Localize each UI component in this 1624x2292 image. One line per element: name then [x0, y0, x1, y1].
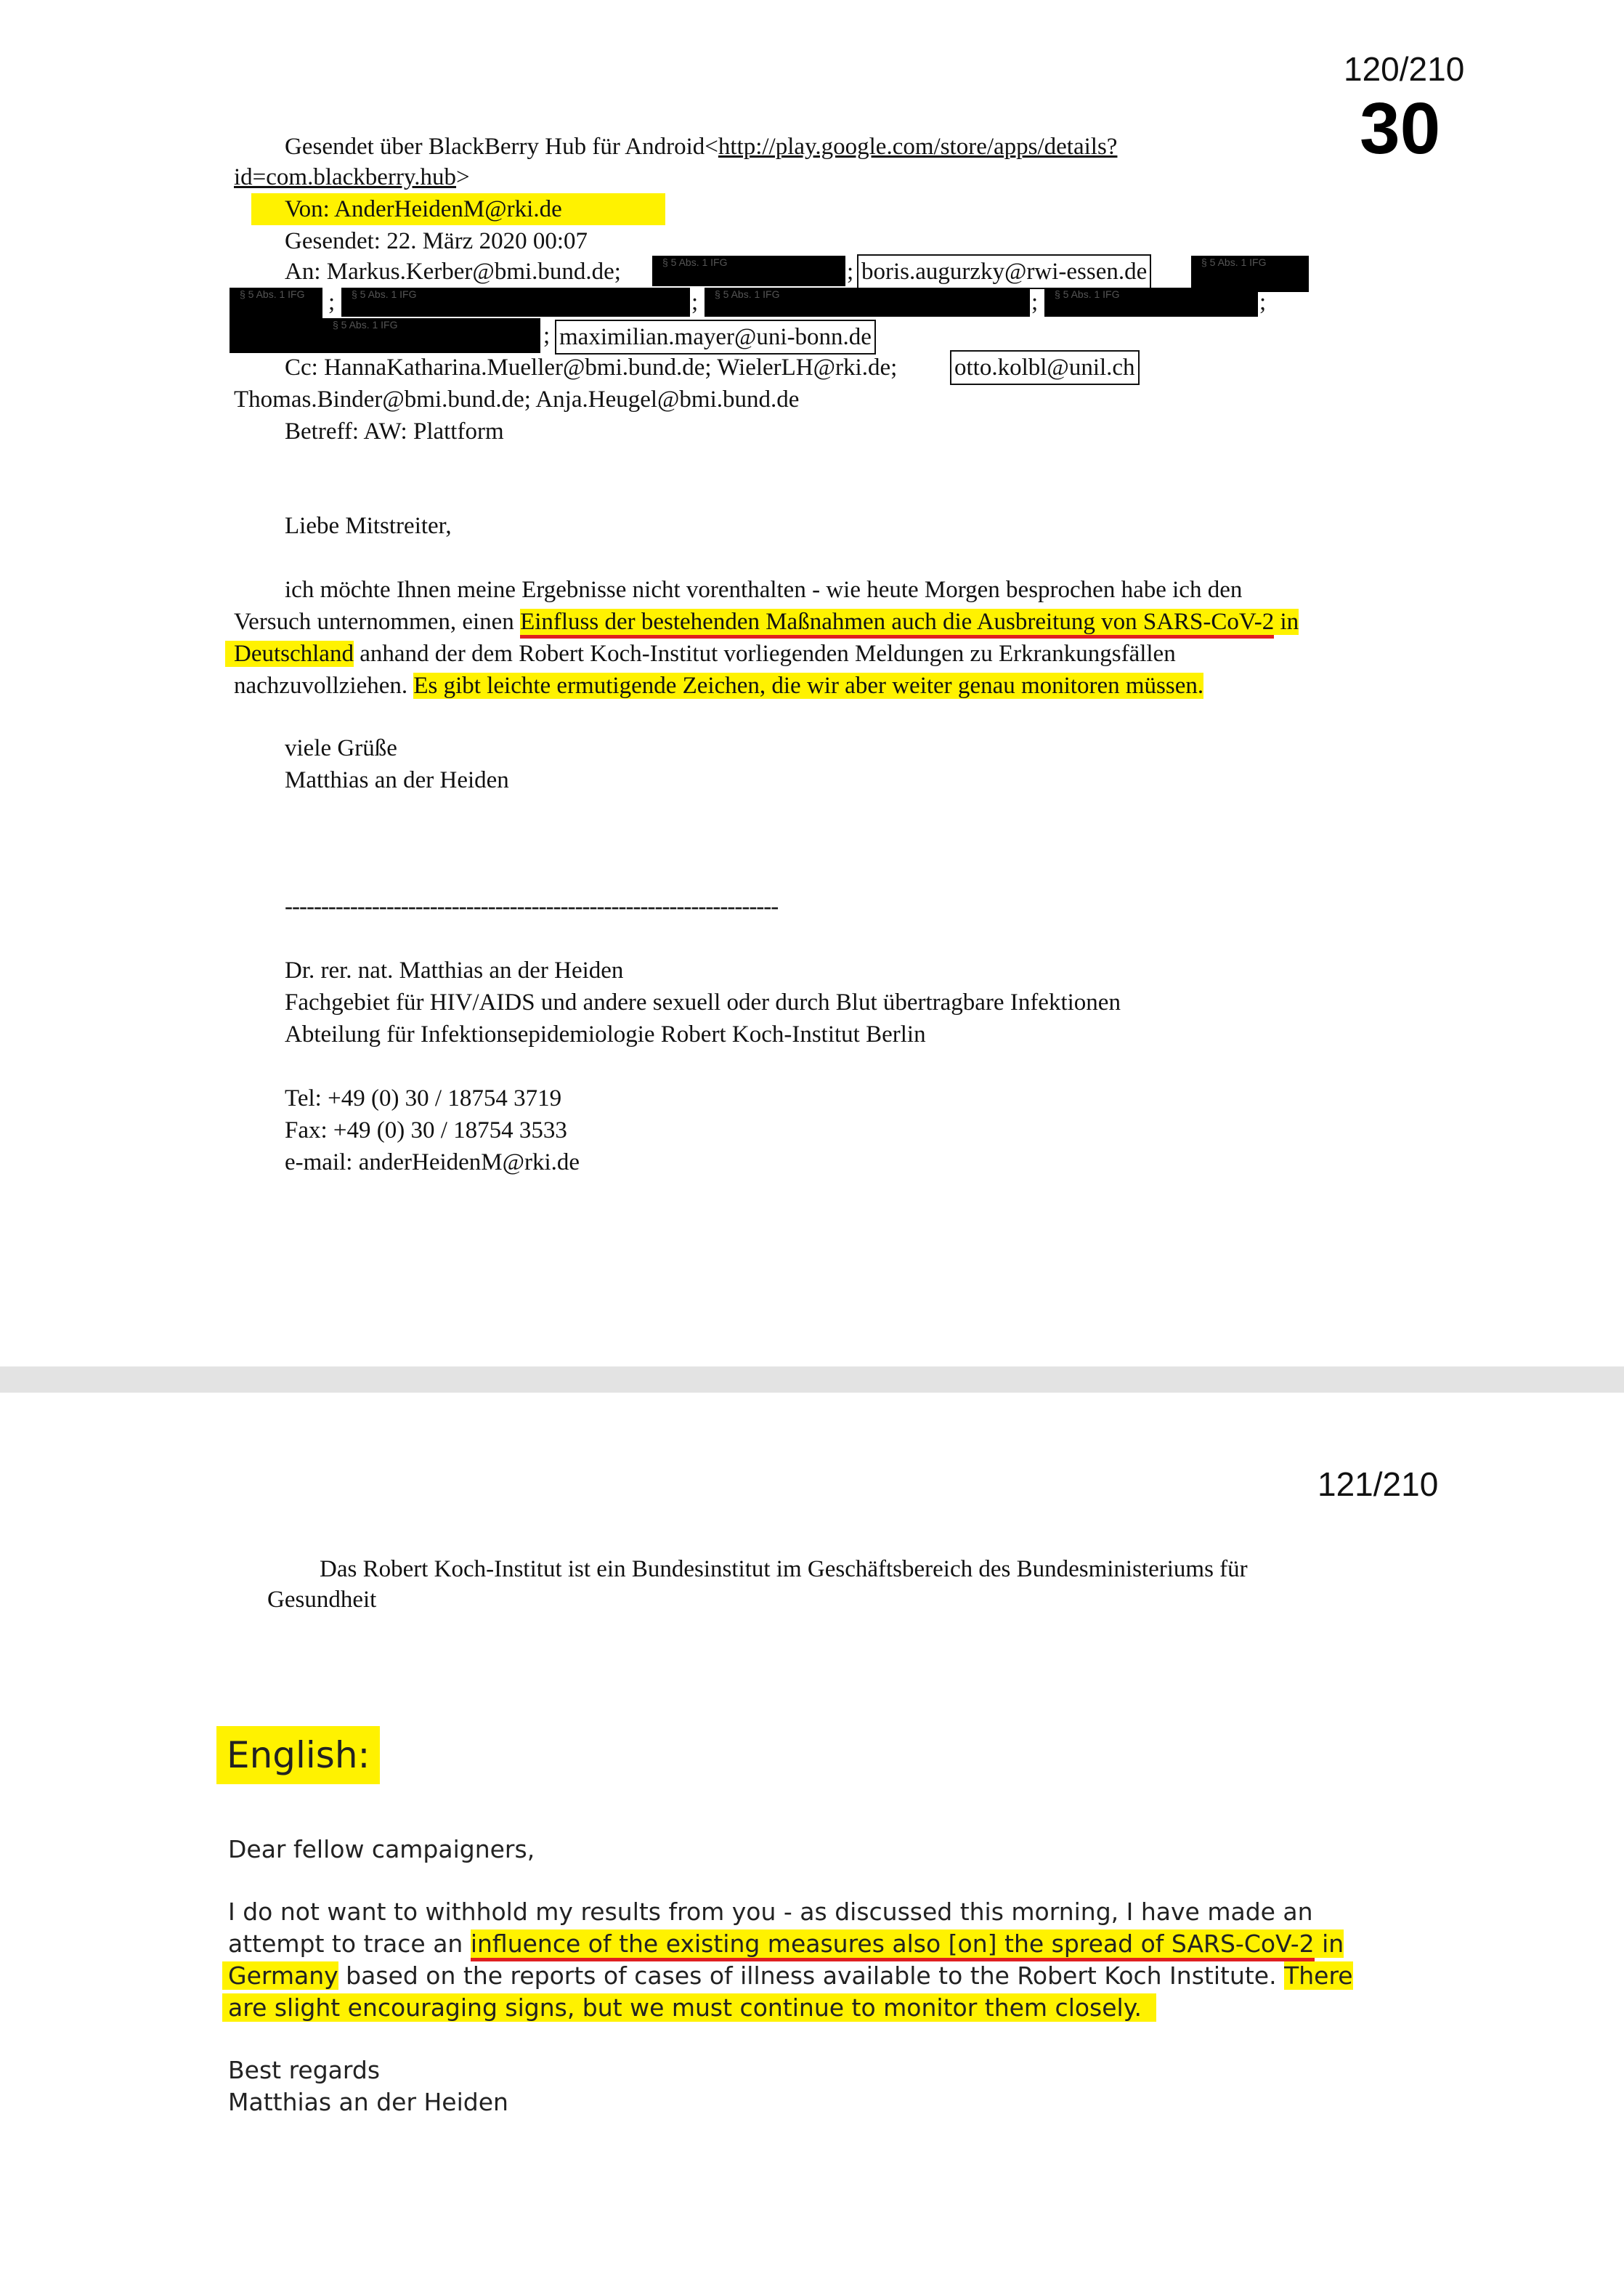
translation-line-4	[222, 1992, 1156, 2024]
redaction-box: § 5 Abs. 1 IFG	[322, 318, 540, 353]
highlight-influence: Einfluss der bestehenden Maßnahmen auch die Ausbreitung von SARS-CoV-2	[520, 609, 1274, 639]
cc-line: Cc: HannaKatharina.Mueller@bmi.bund.de; WielerLH@rki.de;	[285, 355, 898, 381]
page-number-120: 120/210	[1344, 50, 1465, 88]
page-number-121: 121/210	[1318, 1465, 1439, 1503]
redaction-box: § 5 Abs. 1 IFG	[705, 288, 1030, 317]
cc-line-2: Thomas.Binder@bmi.bund.de; Anja.Heugel@bmi.bund.de	[234, 386, 800, 413]
highlight-influence-en: influence of the existing measures also [on] the spread of SARS-CoV-2	[471, 1929, 1315, 1961]
body-line-3: Deutschland anhand der dem Robert Koch-Institut vorliegenden Meldungen zu Erkrankungsfällen	[225, 638, 1176, 670]
redaction-box: § 5 Abs. 1 IFG	[341, 288, 690, 317]
semicolon: ;	[1031, 289, 1039, 315]
body-line-4: nachzuvollziehen. Es gibt leichte ermutigende Zeichen, die wir aber weiter genau monitoren müssen.	[234, 673, 1204, 699]
stamp-number: 30	[1360, 88, 1441, 169]
translation-greeting: Dear fellow campaigners,	[228, 1835, 535, 1863]
to-line: An: Markus.Kerber@bmi.bund.de;	[285, 259, 621, 285]
sent-via-line-2: id=com.blackberry.hub>	[234, 164, 470, 190]
translation-name: Matthias an der Heiden	[228, 2088, 508, 2116]
translation-line-2: attempt to trace an influence of the existing measures also [on] the spread of SARS-CoV-2 in	[228, 1928, 1344, 1960]
highlight-deutschland: Deutschland	[225, 641, 354, 667]
signature-fax: Fax: +49 (0) 30 / 18754 3533	[285, 1117, 567, 1143]
from-line: Von: AnderHeidenM@rki.de	[251, 193, 665, 225]
signature-dept-2: Abteilung für Infektionsepidemiologie Robert Koch-Institut Berlin	[285, 1021, 926, 1048]
sent-via-line: Gesendet über BlackBerry Hub für Android<http://play.google.com/store/apps/details?	[285, 134, 1118, 160]
redaction-box: § 5 Abs. 1 IFG	[652, 256, 845, 286]
highlight-germany: Germany	[222, 1961, 338, 1990]
semicolon: ;	[328, 289, 336, 315]
recipient-otto: otto.kolbl@unil.ch	[950, 350, 1140, 385]
blackberry-link[interactable]: http://play.google.com/store/apps/details?	[718, 134, 1118, 160]
body-line-2: Versuch unternommen, einen Einfluss der bestehenden Maßnahmen auch die Ausbreitung von SARS-CoV-2 in	[234, 606, 1299, 638]
semicolon: ;	[543, 323, 551, 349]
redaction-box: § 5 Abs. 1 IFG	[1191, 256, 1309, 292]
sent-date: Gesendet: 22. März 2020 00:07	[285, 228, 588, 254]
translation-line-3: Germany based on the reports of cases of illness available to the Robert Koch Institute. There	[222, 1960, 1353, 1992]
redaction-box: § 5 Abs. 1 IFG	[230, 288, 322, 353]
sender-name: Matthias an der Heiden	[285, 767, 509, 793]
recipient-boris: boris.augurzky@rwi-essen.de	[857, 254, 1151, 289]
closing: viele Grüße	[285, 735, 397, 761]
highlight-encouraging-en: are slight encouraging signs, but we must continue to monitor them closely.	[222, 1993, 1156, 2022]
redaction-box: § 5 Abs. 1 IFG	[1044, 288, 1258, 317]
rki-line-1: Das Robert Koch-Institut ist ein Bundesinstitut im Geschäftsbereich des Bundesministeriums für	[320, 1556, 1248, 1582]
rki-line-2: Gesundheit	[267, 1587, 377, 1613]
signature-dept-1: Fachgebiet für HIV/AIDS und andere sexuell oder durch Blut übertragbare Infektionen	[285, 989, 1121, 1016]
recipient-maximilian: maximilian.mayer@uni-bonn.de	[555, 320, 876, 355]
semicolon: ;	[847, 259, 854, 285]
signature-email: e-mail: anderHeidenM@rki.de	[285, 1149, 580, 1175]
semicolon: ;	[691, 289, 699, 315]
translation-closing: Best regards	[228, 2056, 381, 2084]
signature-divider: --------------------------------------------------------------------	[285, 894, 779, 920]
body-line-1: ich möchte Ihnen meine Ergebnisse nicht vorenthalten - wie heute Morgen besprochen habe ich den	[285, 577, 1243, 603]
blackberry-link-cont[interactable]: id=com.blackberry.hub	[234, 164, 457, 190]
english-label: English:	[216, 1726, 380, 1784]
page-separator	[0, 1366, 1624, 1393]
translation-line-1: I do not want to withhold my results from you - as discussed this morning, I have made an	[228, 1898, 1313, 1926]
subject-line: Betreff: AW: Plattform	[285, 418, 504, 445]
highlight-encouraging: Es gibt leichte ermutigende Zeichen, die wir aber weiter genau monitoren müssen.	[413, 673, 1204, 699]
greeting: Liebe Mitstreiter,	[285, 513, 452, 539]
signature-tel: Tel: +49 (0) 30 / 18754 3719	[285, 1085, 562, 1111]
signature-title: Dr. rer. nat. Matthias an der Heiden	[285, 957, 624, 984]
semicolon: ;	[1259, 289, 1267, 315]
